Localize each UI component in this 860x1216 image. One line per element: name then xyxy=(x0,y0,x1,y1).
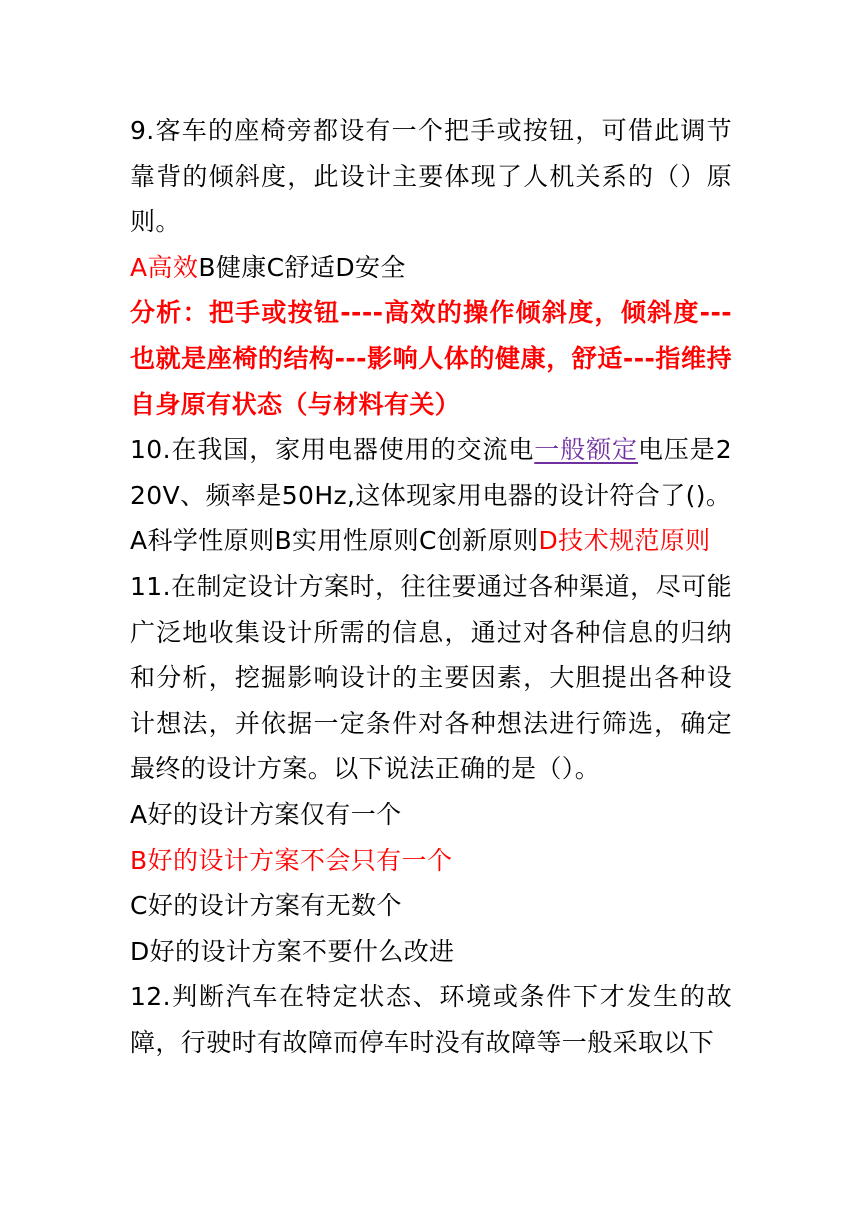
question-9-other-options: B健康C舒适D安全 xyxy=(198,252,406,282)
question-11-option-c: C好的设计方案有无数个 xyxy=(130,891,402,921)
question-11-option-a: A好的设计方案仅有一个 xyxy=(130,799,402,829)
question-10-text-end: 电压是220V、频率是50Hz,这体现家用电器的设计符合了()。 xyxy=(130,435,733,510)
question-10-text-start: 10.在我国，家用电器使用的交流电 xyxy=(130,435,535,465)
question-11-answer-option: B好的设计方案不会只有一个 xyxy=(130,845,453,875)
question-10-options xyxy=(130,518,732,564)
question-10-answer-option: D技术规范原则 xyxy=(538,526,711,556)
question-10-text xyxy=(130,427,732,518)
question-10-other-options: A科学性原则B实用性原则C创新原则 xyxy=(130,526,539,556)
question-9-options xyxy=(130,245,732,291)
document-content xyxy=(130,108,732,1065)
question-11-option-d: D好的设计方案不要什么改进 xyxy=(130,936,455,966)
question-10-link[interactable]: 一般额定 xyxy=(534,435,638,465)
question-12-text: 12.判断汽车在特定状态、环境或条件下才发生的故障，行驶时有故障而停车时没有故障等一般采取以下 xyxy=(130,982,732,1057)
question-9-text: 9.客车的座椅旁都设有一个把手或按钮，可借此调节靠背的倾斜度，此设计主要体现了人机关系的（）原则。 xyxy=(130,116,732,237)
question-9-answer-option: A高效 xyxy=(130,252,199,282)
question-9-analysis: 分析：把手或按钮----高效的操作倾斜度，倾斜度---也就是座椅的结构---影响人体的健康，舒适---指维持自身原有状态（与材料有关） xyxy=(130,298,732,419)
question-11-text: 11.在制定设计方案时，往往要通过各种渠道，尽可能广泛地收集设计所需的信息，通过对各种信息的归纳和分析，挖掘影响设计的主要因素，大胆提出各种设计想法，并依据一定条件对各种想法进行筛选，确定最终的设计方案。以下说法正确的是（）。 xyxy=(130,571,732,784)
